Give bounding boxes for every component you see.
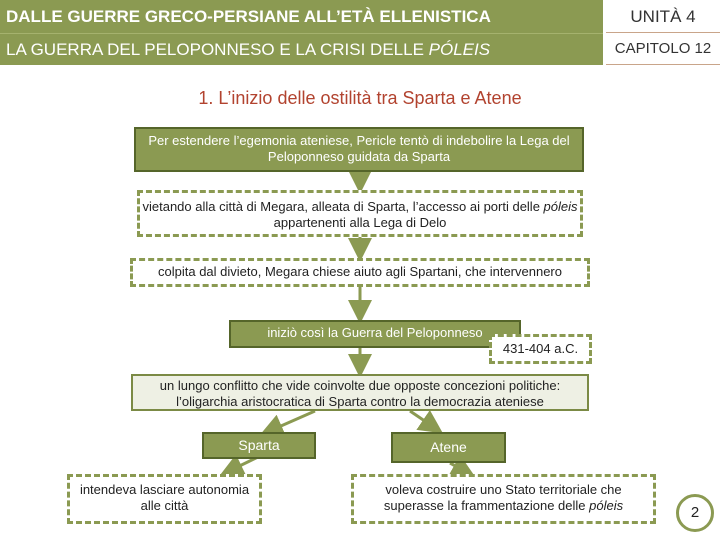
page-number: 2 [676, 494, 714, 532]
node-megara-ban-text: vietando alla città di Megara, alleata di Sparta, l’accesso ai porti delle [142, 199, 544, 214]
node-war-start: iniziò così la Guerra del Peloponneso [229, 320, 521, 348]
unit-title: DALLE GUERRE GRECO-PERSIANE ALL’ETÀ ELLENISTICA [6, 7, 491, 26]
node-pericle: Per estendere l’egemonia ateniese, Pericle tentò di indebolire la Lega del Peloponneso guidata da Sparta [134, 127, 584, 172]
node-megara-ban [137, 190, 583, 237]
chapter-label: CAPITOLO 12 [606, 33, 720, 65]
node-war-dates: 431-404 a.C. [489, 334, 592, 364]
section-title: 1. L’inizio delle ostilità tra Sparta e Atene [198, 88, 522, 108]
node-megara-ban-text-end: appartenenti alla Lega di Delo [273, 215, 447, 230]
node-conflict: un lungo conflitto che vide coinvolte due opposte concezioni politiche: l’oligarchia aristocratica di Sparta contro la democrazia ateniese [131, 374, 589, 411]
label-sparta: Sparta [202, 432, 316, 459]
chapter-title: LA GUERRA DEL PELOPONNESO E LA CRISI DELLE [6, 40, 429, 59]
label-atene: Atene [391, 432, 506, 463]
arrow-sparta-desc [225, 457, 258, 473]
arrow-atene [410, 411, 438, 430]
node-atene-desc [351, 474, 656, 524]
node-atene-desc-italic: póleis [589, 498, 624, 513]
node-sparta-desc: intendeva lasciare autonomia alle città [67, 474, 262, 524]
node-megara-help: colpita dal divieto, Megara chiese aiuto agli Spartani, che intervennero [130, 258, 590, 287]
node-atene-desc-text: voleva costruire uno Stato territoriale che superasse la frammentazione delle [383, 482, 622, 513]
chapter-title-italic: PÓLEIS [428, 40, 491, 59]
node-megara-ban-italic: póleis [543, 199, 578, 214]
arrow-sparta [265, 411, 315, 433]
arrow-atene-desc [450, 463, 470, 474]
unit-label: UNITÀ 4 [606, 0, 720, 33]
